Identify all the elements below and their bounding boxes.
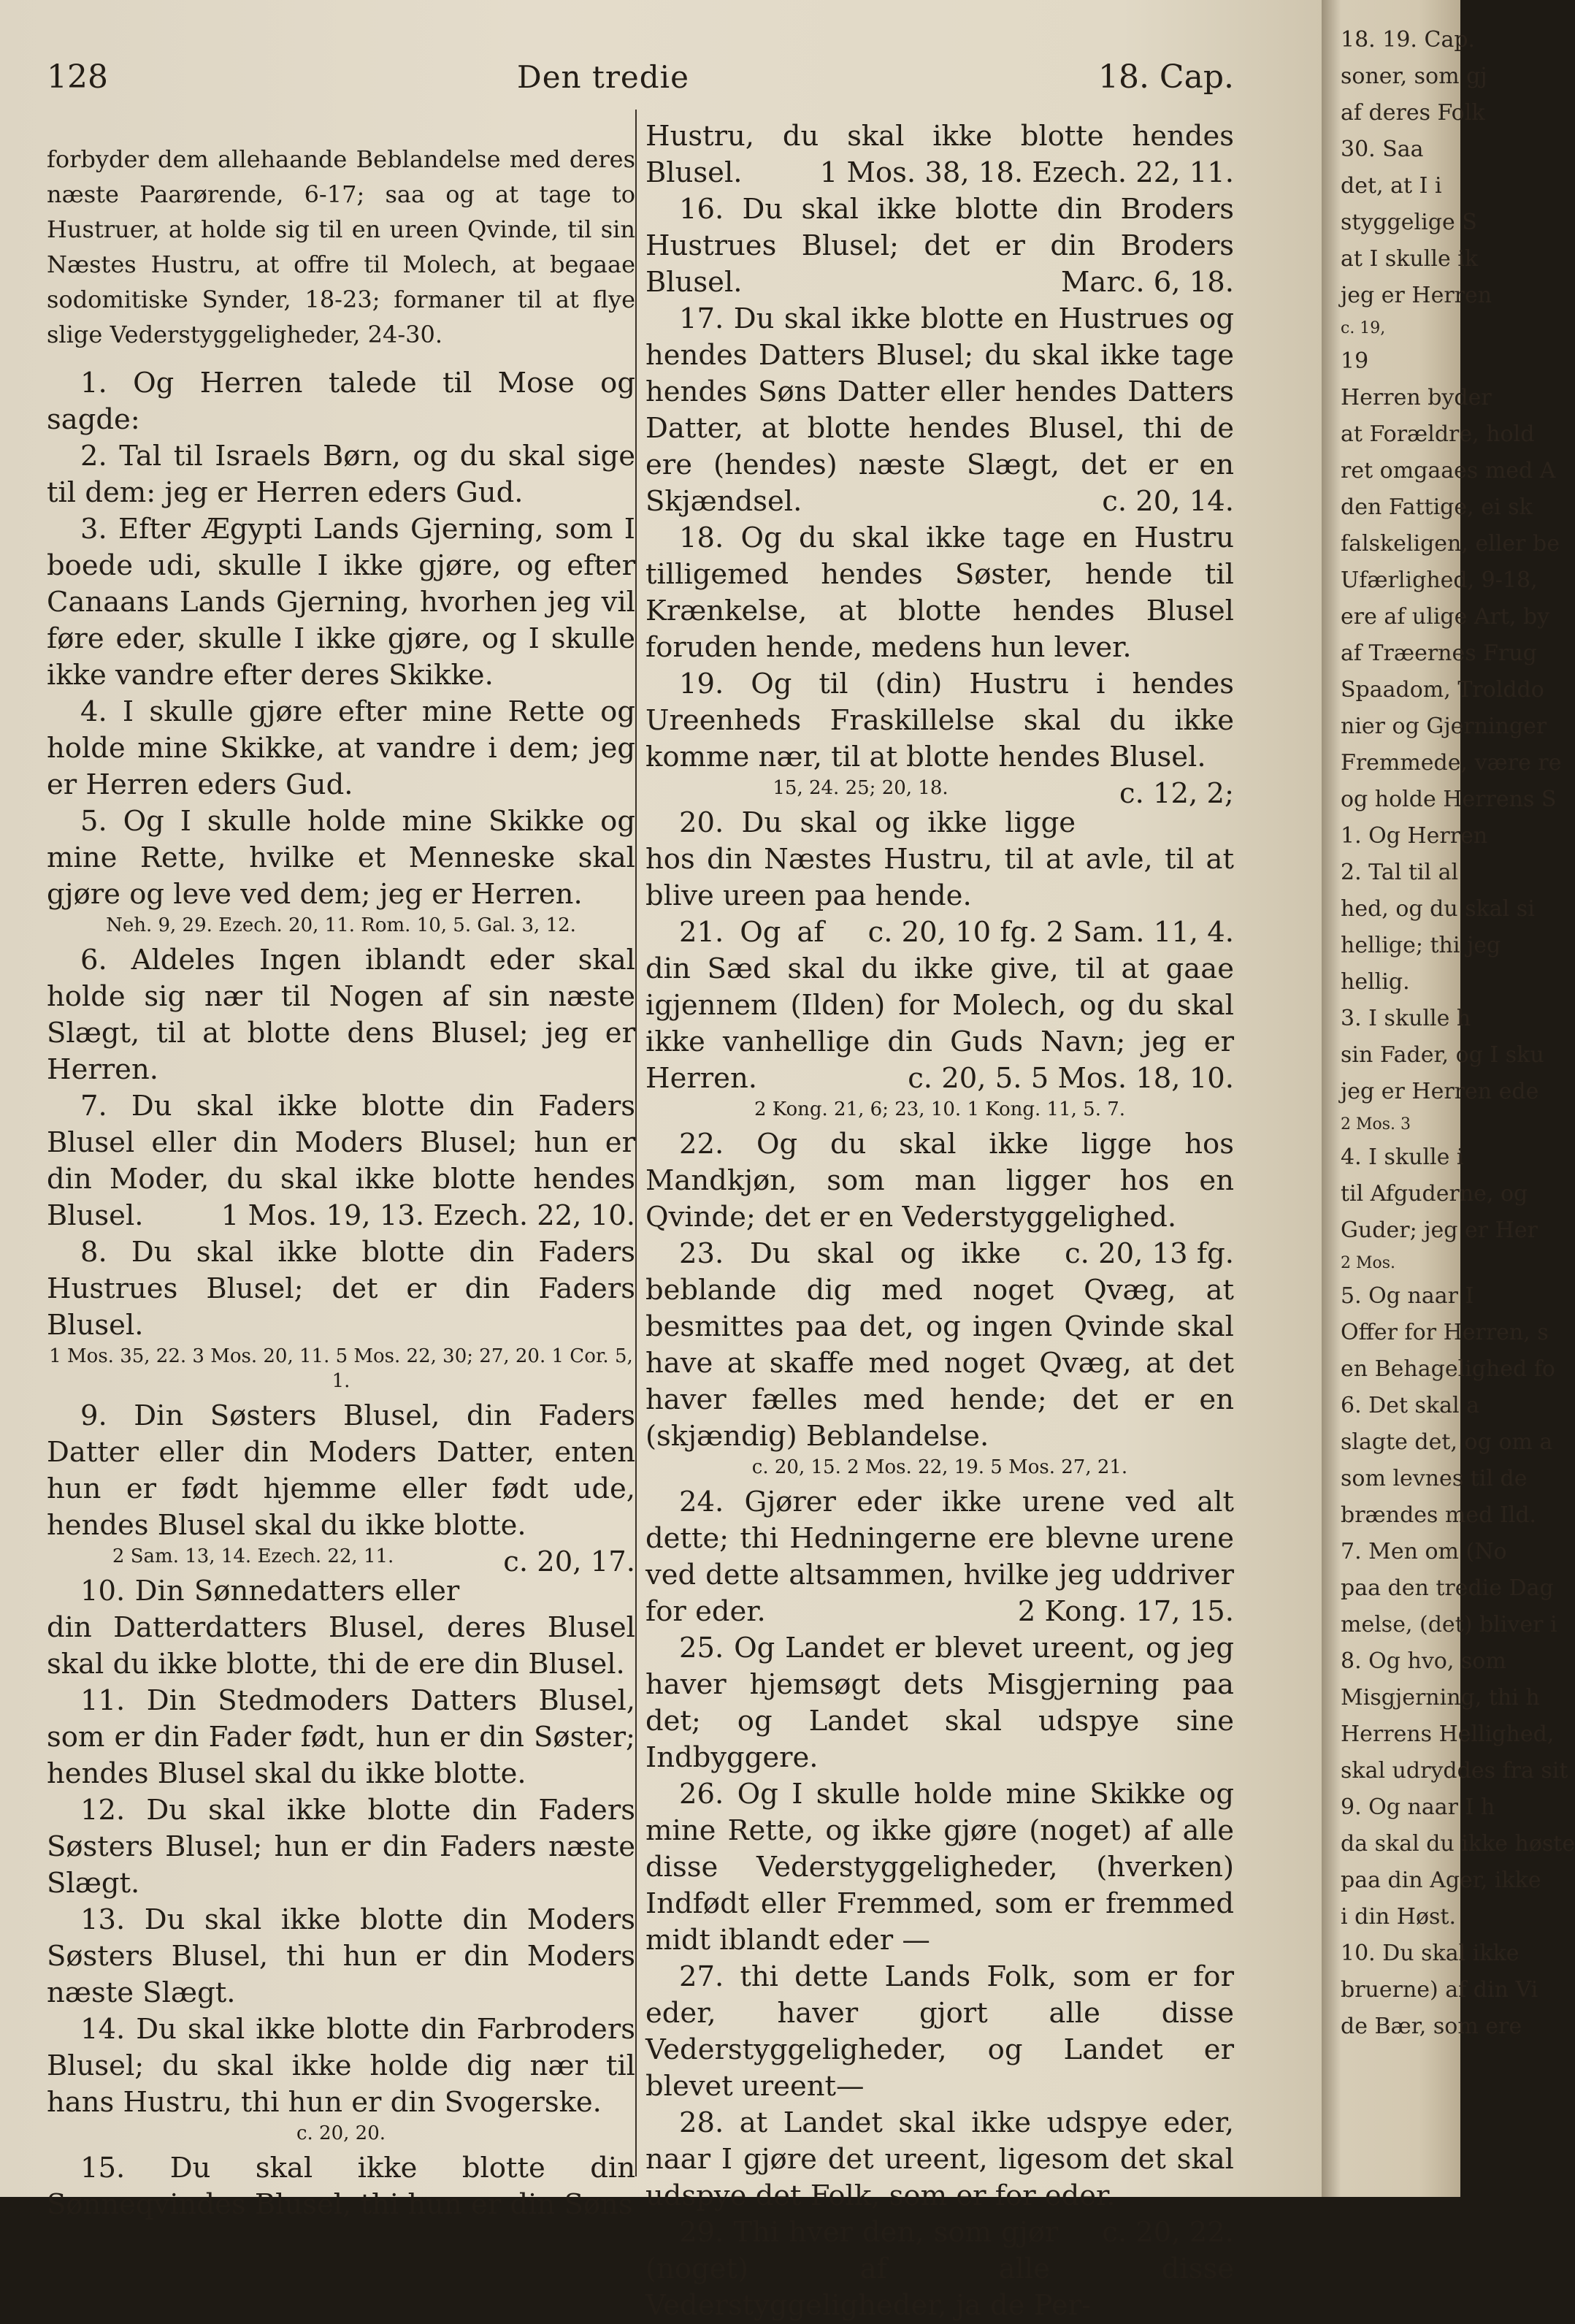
page-number: 128 [47,58,108,96]
next-page-line: skal udryddes fra sit [1341,1758,1568,1784]
cross-reference: 2 Sam. 13, 14. Ezech. 22, 11. [112,1545,394,1567]
verse-text: 12. Du skal ikke blotte din Faders Søsters Blusel; hun er din Faders næste Slægt. [47,1794,635,1900]
next-page-line: paa den tredie Dag [1341,1575,1554,1601]
next-page-line: Fremmede, være re [1341,750,1562,776]
verse-text: 14. Du skal ikke blotte din Farbroders Blusel; du skal ikke holde dig nær til hans Hustru, thi hun er din Svogerske. [47,2013,635,2119]
next-page-line: i din Høst. [1341,1904,1456,1930]
next-page-line: 6. Det skal a [1341,1393,1480,1418]
next-page-line: den Fattige, ei sk [1341,494,1533,520]
next-page-line: slagte det, og om a [1341,1429,1553,1455]
next-page-line: 8. Og hvo, som [1341,1648,1506,1674]
verse [47,694,635,803]
verse-text: 2. Tal til Israels Børn, og du skal sige til dem: jeg er Herren eders Gud. [47,440,635,509]
verse-reference: c. 20, 22. [1102,2216,1234,2249]
verse-text: 11. Din Stedmoders Datters Blusel, som er din Fader født, hun er din Søster; hendes Blusel skal du ikke blotte. [47,1684,635,1790]
next-page-line: bruerne) af din Vi [1341,1977,1538,2003]
next-page-line: jeg er Herren [1341,283,1492,308]
verse-text: 8. Du skal ikke blotte din Faders Hustrues Blusel; det er din Faders Blusel. [47,1236,635,1342]
next-page-line: 9. Og naar I h [1341,1794,1495,1820]
next-page-line: at Forældre, hold [1341,421,1535,447]
verse-text: 16. Du skal ikke blotte din Broders Hustrues Blusel; det er din Broders Blusel. [645,193,1234,299]
verse-text: 1. Og Herren talede til Mose og sagde: [47,367,635,436]
chapter-label: 18. Cap. [1097,58,1234,96]
verse [645,1959,1234,2105]
verse-reference: 1 Mos. 19, 13. Ezech. 22, 10. [221,1199,635,1232]
next-page-line: falskeligen, eller be [1341,531,1560,557]
next-page-line: nier og Gjerninger [1341,714,1547,739]
cross-reference: c. 20, 20. [296,2122,386,2144]
verse [47,2011,635,2121]
next-page-line: og holde Herrens S [1341,787,1557,812]
verse-text: 15. Du skal ikke blotte din Sønneqvindes Blusel, thi hun er din Søns [47,2152,635,2221]
verse-text: 20. Du skal og ikke ligge hos din Næstes Hustru, til at avle, til at blive ureen paa hende. [645,806,1234,912]
next-page-line: Offer for Herren, s [1341,1320,1549,1345]
verse-text: 27. thi dette Lands Folk, som er for eder, haver gjort alle disse Vederstyggeligheder, og Landet er blevet ureent— [645,1960,1234,2103]
next-page-line: at I skulle ik [1341,246,1479,272]
verse-text: 4. I skulle gjøre efter mine Rette og holde mine Skikke, at vandre i dem; jeg er Herren eders Gud. [47,695,635,801]
verse [47,1088,635,1234]
next-page-line: af deres Folk [1341,100,1485,126]
verse-text: 28. at Landet skal ikke udspye eder, naar I gjøre det ureent, ligesom det skal udspye det Folk, som er for eder. [645,2106,1234,2212]
verse [47,511,635,694]
verse [645,1126,1234,1270]
verse-reference: c. 20, 14. [1102,485,1234,518]
verse [645,2105,1234,2249]
verse-text: 7. Du skal ikke blotte din Faders Blusel eller din Moders Blusel; hun er din Moder, du skal ikke blotte hendes Blusel. [47,1090,635,1232]
verse-reference: Marc. 6, 18. [1060,266,1234,299]
next-page-line: 30. Saa [1341,137,1424,162]
next-page-line: da skal du ikke høste [1341,1831,1575,1857]
next-page-text [1322,0,1575,2045]
cross-reference: 1 Mos. 35, 22. 3 Mos. 20, 11. 5 Mos. 22, 30; 27, 20. 1 Cor. 5, 1. [49,1345,633,1392]
cross-reference: 15, 24. 25; 20, 18. [773,777,949,799]
next-page-line: som levnes til de [1341,1466,1528,1491]
verse [645,301,1234,520]
next-page-line: melse, (det) bliver i [1341,1612,1557,1637]
verse-reference: c. 20, 10 fg. 2 Sam. 11, 4. [867,916,1234,949]
next-page-line: Ufærlighed, 9-18, [1341,567,1538,593]
verse [645,805,1234,949]
next-page-line: hellige; thi jeg [1341,933,1501,958]
verse [645,118,1234,191]
cross-reference: c. 20, 15. 2 Mos. 22, 19. 5 Mos. 27, 21. [751,1456,1128,1478]
next-page-line: ere af ulige Art, by [1341,604,1550,630]
verse [645,1776,1234,1959]
verse-text: 5. Og I skulle holde mine Skikke og mine Rette, hvilke et Menneske skal gjøre og leve ved dem; jeg er Herren. [47,805,635,911]
cross-reference: Neh. 9, 29. Ezech. 20, 11. Rom. 10, 5. Gal. 3, 12. [106,914,576,936]
right-column [645,118,1234,2324]
next-page-line: c. 19, [1341,319,1386,337]
next-page-line: hed, og du skal si [1341,896,1535,922]
verse [47,1573,635,1683]
next-page-edge [1322,0,1575,2197]
next-page-line: 10. Du skal ikke [1341,1941,1520,1966]
next-page-line: paa din Ager, ikke [1341,1868,1541,1893]
next-page-line: 19 [1341,348,1369,374]
verse-text: 29. Thi hver den, som gjør (noget) af alle disse Vederstyggeligheder, ja de Per- [645,2216,1234,2322]
next-page-line: 2 Mos. [1341,1254,1396,1272]
verse-text: 17. Du skal ikke blotte en Hustrues og hendes Datters Blusel; du skal ikke tage hendes Søns Datter eller hendes Datters Datter, at blotte hendes Blusel, thi de ere (hendes) næste Slægt, det er en Skjændsel. [645,302,1234,518]
next-page-line: 2 Mos. 3 [1341,1115,1411,1134]
verse-text: 24. Gjører eder ikke urene ved alt dette; thi Hedningerne ere blevne urene ved dette altsammen, hvilke jeg uddriver for eder. [645,1486,1234,1628]
verse-text: Hustru, du skal ikke blotte hendes Blusel. [645,120,1234,189]
next-page-line: til Afguderne, og [1341,1181,1528,1207]
verse-text: 25. Og Landet er blevet ureent, og jeg haver hjemsøgt dets Misgjerning paa det; og Landet skal udspye sine Indbyggere. [645,1632,1234,1774]
next-page-line: 18. 19. Cap. [1341,27,1476,53]
verse-text: 9. Din Søsters Blusel, din Faders Datter eller din Moders Datter, enten hun er født hjemme eller født ude, hendes Blusel skal du ikke blotte. [47,1399,635,1542]
book-title: Den tredie [517,59,689,95]
verse [645,191,1234,301]
next-page-line: de Bær, som ere [1341,2014,1522,2039]
next-page-line: 5. Og naar I [1341,1283,1474,1309]
verse-text: 6. Aldeles Ingen iblandt eder skal holde sig nær til Nogen af sin næste Slægt, til at blotte dens Blusel; jeg er Herren. [47,944,635,1086]
next-page-line: det, at I i [1341,173,1442,199]
left-column [47,118,635,2324]
verse-reference: c. 20, 17. [503,1545,635,1578]
cross-reference: 2 Kong. 21, 6; 23, 10. 1 Kong. 11, 5. 7. [754,1098,1126,1120]
next-page-line: sin Fader, og I sku [1341,1042,1544,1068]
verse [47,803,635,913]
verse-text: 23. Du skal og ikke beblande dig med noget Qvæg, at besmittes paa det, og ingen Qvinde skal have at skaffe med noget Qvæg, at det haver fælles med hende; det er en (skjændig) Beblandelse. [645,1237,1234,1453]
next-page-line: 3. I skulle h [1341,1006,1471,1031]
verse-reference: c. 20, 13 fg. [1065,1237,1234,1270]
next-page-line: ret omgaaes med A [1341,458,1556,483]
verse-text: 3. Efter Ægypti Lands Gjerning, som I boede udi, skulle I ikke gjøre, og efter Canaans Lands Gjerning, hvorhen jeg vil føre eder, skulle I ikke gjøre, og I skulle ikke vandre efter deres Skikke. [47,513,635,692]
next-page-line: styggelige S [1341,210,1477,235]
verse-text: 22. Og du skal ikke ligge hos Mandkjøn, som man ligger hos en Qvinde; det er en Vederstyggelighed. [645,1128,1234,1234]
next-page-line: Spaadom, Trolddo [1341,677,1544,703]
next-page-line: 1. Og Herren [1341,823,1488,849]
next-page-line: Herren byder [1341,385,1492,410]
verse-text: 26. Og I skulle holde mine Skikke og mine Rette, og ikke gjøre (noget) af alle disse Vederstyggeligheder, (hverken) Indfødt eller Fremmed, som er fremmed midt iblandt eder — [645,1778,1234,1957]
verse-text: 19. Og til (din) Hustru i hendes Ureenheds Fraskillelse skal du ikke komme nær, til at blotte hendes Blusel. [645,668,1234,773]
verse [47,1234,635,1344]
verse [645,1484,1234,1630]
chapter-summary: forbyder dem allehaande Beblandelse med deres næste Paarørende, 6-17; saa og at tage to Hustruer, at holde sig til en ureen Qvinde, til sin Næstes Hustru, at offre til Molech, at begaae sodomitiske Synder, 18-23; formaner til at flye slige Vederstyggeligheder, 24-30. [47,145,635,348]
verse [47,365,635,438]
verse [645,1630,1234,1776]
verse-reference: 2 Kong. 17, 15. [1017,1595,1234,1628]
next-page-line: Guder; jeg er Her [1341,1218,1538,1243]
verse [47,1792,635,1902]
verse-text: 13. Du skal ikke blotte din Moders Søsters Blusel, thi hun er din Moders næste Slægt. [47,1903,635,2009]
verse [47,2150,635,2223]
next-page-line: 4. I skulle i [1341,1144,1464,1170]
next-page-line: soner, som gj [1341,64,1487,89]
next-page-line: 2. Tal til al [1341,860,1459,885]
column-rule [635,110,637,2176]
verse [645,520,1234,666]
verse-reference: c. 12, 2; [1119,777,1234,810]
next-page-line: 7. Men om (No [1341,1539,1507,1564]
verse [47,438,635,511]
verse [47,942,635,1088]
verse-text: 18. Og du skal ikke tage en Hustru tilligemed hendes Søster, hende til Krænkelse, at blotte hendes Blusel foruden hende, medens hun lever. [645,521,1234,664]
verse-text: 21. Og af din Sæd skal du ikke give, til at gaae igjennem (Ilden) for Molech, og du skal ikke vanhellige din Guds Navn; jeg er Herren. [645,916,1234,1095]
running-header [47,58,1234,105]
next-page-line: jeg er Herren ede [1341,1079,1539,1104]
next-page-line: en Behagelighed fo [1341,1356,1555,1382]
next-page-line: hellig. [1341,969,1410,995]
next-page-line: Herrens Hellighed, [1341,1721,1555,1747]
verse-reference: c. 20, 5. 5 Mos. 18, 10. [908,1062,1234,1095]
verse-reference: 1 Mos. 38, 18. Ezech. 22, 11. [819,156,1234,189]
verse [47,1902,635,2011]
verse-text: 10. Din Sønnedatters eller din Datterdatters Blusel, deres Blusel skal du ikke blotte, thi de ere din Blusel. [47,1575,635,1681]
next-page-line: brændes med Ild. [1341,1502,1537,1528]
verse [47,1683,635,1792]
next-page-line: af Træernes Frug [1341,641,1537,666]
next-page-line: Misgjerning, thi h [1341,1685,1540,1710]
